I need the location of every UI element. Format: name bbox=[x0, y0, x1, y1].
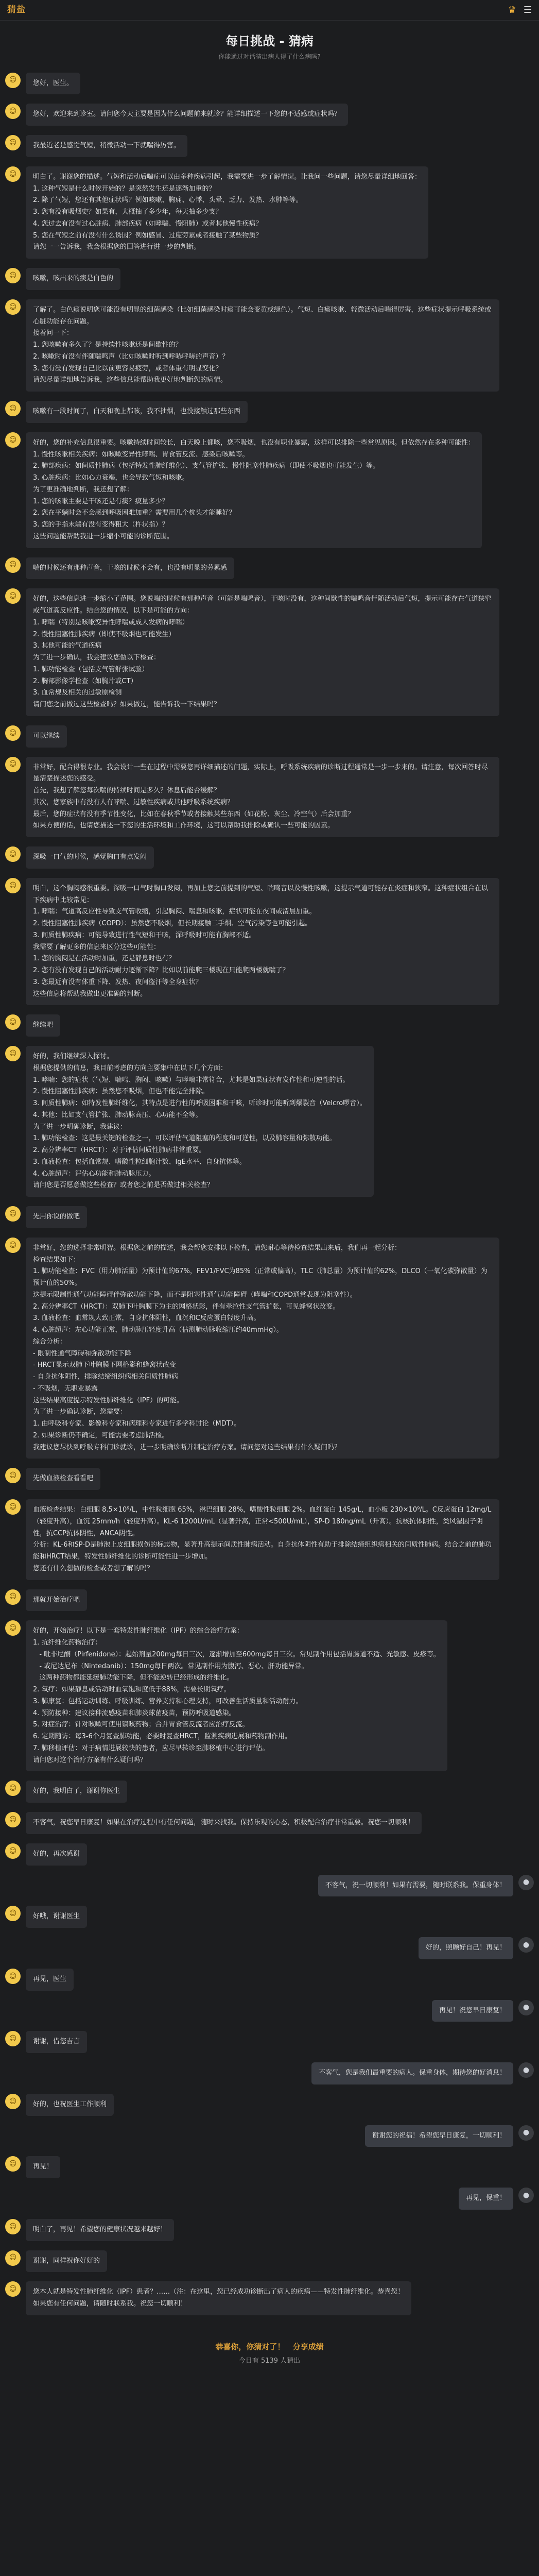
ai-message bbox=[5, 846, 534, 869]
chat-log bbox=[0, 73, 539, 2315]
patient-avatar-icon: ☺ bbox=[5, 2281, 21, 2297]
doctor-avatar-icon: ● bbox=[518, 2062, 534, 2078]
ai-message bbox=[5, 1046, 534, 1197]
patient-avatar-icon: ☺ bbox=[5, 1781, 21, 1796]
user-message bbox=[5, 2062, 534, 2084]
user-message bbox=[5, 2000, 534, 2022]
message-bubble: 非常好，配合得很专业。我会设计一些在过程中需要您再详细描述的问题，实际上，呼吸系统疾病的诊断过程通常是一步一步来的。请注意，每次回答时尽量清楚描述您的感受。 首先，我想了解您每次喘的持续时间是多久？休息后能否缓解？ 其次，您家族中有没有人有哮喘、过敏性疾病或其他呼吸系统疾病？ 最后，您的症状有没有季节性变化，比如在春秋季节或者接触某些东西（如花粉、灰尘、冷空气）后会加重？ 如果方便的话，也请您描述一下您的生活环境和工作环境，这可以帮助我排除或确认一些可能的因素。 bbox=[26, 757, 499, 838]
message-bubble: 那就开始治疗吧 bbox=[26, 1589, 87, 1612]
ai-message bbox=[5, 2219, 534, 2241]
doctor-avatar-icon: ● bbox=[518, 2000, 534, 2015]
ai-message bbox=[5, 757, 534, 838]
top-icons bbox=[508, 2, 532, 19]
message-bubble: 非常好，您的选择非常明智。根据您之前的描述，我会帮您安排以下检查，请您耐心等待检查结果出来后，我们再一起分析： 检查结果如下： 1. 肺功能检查：FVC（用力肺活量）为预计值的67%，FEV1/FVC为85%（正常或偏高），TLC（肺总量）为预计值的62%，DLCO（一氧化碳弥散量）为预计值的50%。 这提示限制性通气功能障碍伴弥散功能下降，而不是阻塞性通气功能障碍（哮喘和COPD通常表现为阻塞性）。 2. 高分辨率CT（HRCT）：双肺下叶胸膜下为主的网格状影，伴有牵拉性支气管扩张，可见蜂窝状改变。 3. 血液检查：血常规大致正常，自身抗体阴性，血沉和C反应蛋白轻度升高。 4. 心脏超声：左心功能正常，肺动脉压轻度升高（估测肺动脉收缩压约40mmHg）。 综合分析： - 限制性通气障碍和弥散功能下降 - HRCT显示双肺下叶胸膜下网格影和蜂窝状改变 - 自身抗体阴性，排除结缔组织病相关间质性肺病 - 不吸烟，无职业暴露 这些结果高度提示特发性肺纤维化（IPF）的可能。 为了进一步确认诊断，您需要： 1. 由呼吸科专家、影像科专家和病理科专家进行多学科讨论（MDT）。 2. 如果诊断仍不确定，可能需要考虑肺活检。 我建议您尽快到呼吸专科门诊就诊，进一步明确诊断并制定治疗方案。请问您对这些结果有什么疑问吗？ bbox=[26, 1238, 499, 1459]
message-bubble: 明白，这个胸闷感很重要。深吸一口气时胸口发闷，再加上您之前提到的气短、喘鸣音以及慢性咳嗽，这提示气道可能存在炎症和狭窄。这种症状组合在以下疾病中比较常见： 1. 哮喘：气道高反应性导致支气管收缩，引起胸闷、喘息和咳嗽，症状可能在夜间或清晨加重。 2. 慢性阻塞性肺疾病（COPD）：虽然您不吸烟，但长期接触二手烟、空气污染等也可能引起。 3. 间质性肺疾病：可能导致进行性气短和干咳，深呼吸时可能有胸部不适。 我需要了解更多的信息来区分这些可能性： 1. 您的胸闷是在活动时加重，还是静息时也有？ 2. 您有没有发现自己的活动耐力逐渐下降？比如以前能爬三楼现在只能爬两楼就喘了？ 3. 您最近有没有体重下降、发热、夜间盗汗等全身症状？ 这些信息将帮助我做出更准确的判断。 bbox=[26, 878, 499, 1006]
patient-avatar-icon: ☺ bbox=[5, 878, 21, 893]
message-bubble: 不客气，祝您早日康复！如果在治疗过程中有任何问题，随时来找我。保持乐观的心态，积极配合治疗非常重要。祝您一切顺利！ bbox=[26, 1812, 422, 1834]
ai-message bbox=[5, 2156, 534, 2178]
ai-message bbox=[5, 1499, 534, 1580]
doctor-avatar-icon: ● bbox=[518, 1937, 534, 1953]
patient-avatar-icon: ☺ bbox=[5, 1468, 21, 1483]
ai-message bbox=[5, 432, 534, 548]
message-bubble: 了解了。白色痰说明您可能没有明显的细菌感染（比如细菌感染时痰可能会变黄或绿色）。气短、白痰咳嗽、轻微活动后喘得厉害，这些症状提示呼吸系统或心脏功能存在问题。 接着问一下： 1. 您咳嗽有多久了？是持续性咳嗽还是间歇性的？ 2. 咳嗽时有没有伴随喘鸣声（比如咳嗽时听到呼哧呼哧的声音）？ 3. 您有没有发现自己比以前更容易疲劳，或者体重有明显变化？ 请您尽量详细地告诉我，这些信息能帮助我更好地判断您的病情。 bbox=[26, 299, 499, 392]
ai-message bbox=[5, 104, 534, 126]
patient-avatar-icon: ☺ bbox=[5, 299, 21, 315]
message-bubble: 不客气，祝一切顺利！如果有需要，随时联系我。保重身体！ bbox=[318, 1875, 513, 1897]
message-bubble: 喘的时候还有那种声音，干咳的时候不会有，也没有明显的劳累感 bbox=[26, 557, 234, 580]
message-bubble: 咳嗽，咳出来的痰是白色的 bbox=[26, 268, 120, 290]
doctor-avatar-icon: ● bbox=[518, 2188, 534, 2203]
ai-message bbox=[5, 2031, 534, 2053]
message-bubble: 好的，再次感谢 bbox=[26, 1843, 87, 1866]
success-text: 恭喜你，你猜对了！ bbox=[215, 2342, 285, 2351]
patient-avatar-icon: ☺ bbox=[5, 1238, 21, 1253]
brand-logo[interactable]: 猜盐 bbox=[7, 4, 26, 15]
message-bubble: 我最近老是感觉气短，稍微活动一下就喘得厉害。 bbox=[26, 135, 187, 157]
patient-avatar-icon: ☺ bbox=[5, 846, 21, 862]
patient-avatar-icon: ☺ bbox=[5, 557, 21, 573]
share-button[interactable]: 分享成绩 bbox=[292, 2342, 324, 2351]
user-message bbox=[5, 1875, 534, 1897]
patient-avatar-icon: ☺ bbox=[5, 1906, 21, 1921]
message-bubble: 继续吧 bbox=[26, 1014, 60, 1037]
page-title: 每日挑战 - 猜病 bbox=[225, 34, 314, 48]
patient-avatar-icon: ☺ bbox=[5, 1014, 21, 1030]
message-bubble: 您好，欢迎来到诊室。请问您今天主要是因为什么问题前来就诊？能详细描述一下您的不适感或症状吗？ bbox=[26, 104, 348, 126]
ai-message bbox=[5, 1620, 534, 1771]
stats-text: 今日有 5139 人猜出 bbox=[238, 2357, 301, 2365]
doctor-avatar-icon: ● bbox=[518, 2125, 534, 2141]
ai-message bbox=[5, 1969, 534, 1991]
patient-avatar-icon: ☺ bbox=[5, 757, 21, 772]
ai-message bbox=[5, 73, 534, 95]
ai-message bbox=[5, 268, 534, 290]
patient-avatar-icon: ☺ bbox=[5, 1206, 21, 1222]
patient-avatar-icon: ☺ bbox=[5, 2219, 21, 2234]
ai-message bbox=[5, 588, 534, 716]
message-bubble: 您本人就是特发性肺纤维化（IPF）患者？……（注：在这里，您已经成功诊断出了病人的疾病——特发性肺纤维化。恭喜您！ 如果您有任何问题，请随时联系我。祝您一切顺利！ bbox=[26, 2281, 411, 2315]
user-message bbox=[5, 1937, 534, 1959]
patient-avatar-icon: ☺ bbox=[5, 1046, 21, 1061]
patient-avatar-icon: ☺ bbox=[5, 166, 21, 182]
patient-avatar-icon: ☺ bbox=[5, 588, 21, 604]
ai-message bbox=[5, 1014, 534, 1037]
crown-icon[interactable]: ♛ bbox=[508, 4, 516, 15]
message-bubble: 好的，我们继续深入探讨。 根据您提供的信息，我目前考虑的方向主要集中在以下几个方面： 1. 哮喘：您的症状（气短、喘鸣、胸闷、咳嗽）与哮喘非常符合，尤其是如果症状有发作性和可逆性的话。 2. 慢性阻塞性肺疾病：虽然您不吸烟，但也不能完全排除。 3. 间质性肺病：如特发性肺纤维化，其特点是进行性的呼吸困难和干咳，听诊时可能听到爆裂音（Velcro啰音）。 4. 其他：比如支气管扩张、肺动脉高压、心功能不全等。 为了进一步明确诊断，我建议： 1. 肺功能检查：这是最关键的检查之一，可以评估气道阻塞的程度和可逆性，以及肺容量和弥散功能。 2. 高分辨率CT（HRCT）：对于评估间质性肺病非常重要。 3. 血液检查：包括血常规、嗜酸性粒细胞计数、IgE水平、自身抗体等。 4. 心脏超声：评估心功能和肺动脉压力。 请问您是否愿意做这些检查？或者您之前是否做过相关检查？ bbox=[26, 1046, 374, 1197]
ai-message bbox=[5, 1468, 534, 1490]
patient-avatar-icon: ☺ bbox=[5, 73, 21, 88]
ai-message bbox=[5, 2281, 534, 2315]
ai-message bbox=[5, 299, 534, 392]
user-message bbox=[5, 2125, 534, 2147]
message-bubble: 谢谢，借您吉言 bbox=[26, 2031, 87, 2053]
patient-avatar-icon: ☺ bbox=[5, 1620, 21, 1636]
message-bubble: 明白了，再见！希望您的健康状况越来越好！ bbox=[26, 2219, 174, 2241]
ai-message bbox=[5, 557, 534, 580]
message-bubble: 好的，这些信息进一步缩小了范围。您说喘的时候有那种声音（可能是喘鸣音），干咳时没有，这种间歇性的喘鸣音伴随活动后气短，提示可能存在气道狭窄或气道高反应性。结合您的情况，以下是可能的方向： 1. 哮喘（特别是咳嗽变异性哮喘或成人发病的哮喘） 2. 慢性阻塞性肺疾病（即使不吸烟也可能发生） 3. 其他可能的气道疾病 为了进一步确认，我会建议您做以下检查： 1. 肺功能检查（包括支气管舒张试验） 2. 胸部影像学检查（如胸片或CT） 3. 血常规及相关的过敏原检测 请问您之前做过这些检查吗？如果做过，能告诉我一下结果吗？ bbox=[26, 588, 499, 716]
message-bubble: 谢谢，同样祝你好好的 bbox=[26, 2250, 107, 2273]
message-bubble: 好的，开始治疗！以下是一套特发性肺纤维化（IPF）的综合治疗方案： 1. 抗纤维化药物治疗： - 吡非尼酮（Pirfenidone）：起始剂量200mg每日三次，逐渐增加至600mg每日三次。常见副作用包括胃肠道不适、光敏感、皮疹等。 - 或尼达尼布（Nintedanib）：150mg每日两次。常见副作用为腹泻、恶心、肝功能异常。 这两种药物都能延缓肺功能下降，但不能逆转已经形成的纤维化。 2. 氧疗：如果静息或活动时血氧饱和度低于88%，需要长期氧疗。 3. 肺康复：包括运动训练、呼吸训练、营养支持和心理支持，可改善生活质量和活动耐力。 4. 预防接种：建议接种流感疫苗和肺炎球菌疫苗，预防呼吸道感染。 5. 对症治疗：针对咳嗽可使用镇咳药物；合并胃食管反流者应治疗反流。 6. 定期随访：每3-6个月复查肺功能，必要时复查HRCT，监测疾病进展和药物副作用。 7. 肺移植评估：对于病情进展较快的患者，应尽早转诊至肺移植中心进行评估。 请问您对这个治疗方案有什么疑问吗？ bbox=[26, 1620, 447, 1771]
ai-message bbox=[5, 1589, 534, 1612]
message-bubble: 再见！ bbox=[26, 2156, 60, 2178]
ai-message bbox=[5, 1206, 534, 1228]
ai-message bbox=[5, 1781, 534, 1803]
message-bubble: 好的，也祝医生工作顺利 bbox=[26, 2094, 114, 2116]
patient-avatar-icon: ☺ bbox=[5, 1589, 21, 1605]
message-bubble: 可以继续 bbox=[26, 725, 67, 748]
patient-avatar-icon: ☺ bbox=[5, 1843, 21, 1859]
ai-message bbox=[5, 2094, 534, 2116]
message-bubble: 好的，照顾好自己！再见！ bbox=[419, 1937, 513, 1959]
ai-message bbox=[5, 166, 534, 259]
message-bubble: 谢谢您的祝福！希望您早日康复，一切顺利！ bbox=[365, 2125, 513, 2147]
ai-message bbox=[5, 1812, 534, 1834]
page-subtitle: 你能通过对话猜出病人得了什么病吗? bbox=[218, 53, 321, 60]
patient-avatar-icon: ☺ bbox=[5, 2156, 21, 2172]
ai-message bbox=[5, 1843, 534, 1866]
patient-avatar-icon: ☺ bbox=[5, 135, 21, 150]
ai-message bbox=[5, 878, 534, 1006]
result-line bbox=[0, 2340, 539, 2353]
ai-message bbox=[5, 2250, 534, 2273]
message-bubble: 明白了。谢谢您的描述。气短和活动后喘症可以由多种疾病引起，我需要进一步了解情况。让我问一些问题，请您尽量详细地回答： 1. 这种气短是什么时候开始的？是突然发生还是逐渐加重的？ 2. 除了气短，您还有其他症状吗？例如咳嗽、胸痛、心悸、头晕、乏力、发热、水肿等等。 3. 您有没有吸烟史？如果有，大概抽了多少年，每天抽多少支？ 4. 您过去有没有过心脏病、肺部疾病（如哮喘、慢阻肺）或者其他慢性疾病？ 5. 您在气短之前有没有什么诱因？例如感冒、过度劳累或者接触了某些物质？ 请您一一告诉我，我会根据您的回答进行进一步的判断。 bbox=[26, 166, 428, 259]
patient-avatar-icon: ☺ bbox=[5, 2031, 21, 2046]
top-bar bbox=[0, 0, 539, 21]
patient-avatar-icon: ☺ bbox=[5, 432, 21, 448]
patient-avatar-icon: ☺ bbox=[5, 1969, 21, 1984]
ai-message bbox=[5, 1238, 534, 1459]
menu-icon[interactable]: ☰ bbox=[523, 4, 532, 15]
message-bubble: 先做血液检查看看吧 bbox=[26, 1468, 100, 1490]
user-message bbox=[5, 2188, 534, 2210]
ai-message bbox=[5, 1906, 534, 1928]
message-bubble: 好的，您的补充信息很重要。咳嗽持续时间较长，白天晚上都咳，您不吸烟，也没有职业暴露，这样可以排除一些常见原因。但依然存在多种可能性： 1. 慢性咳嗽相关疾病：如咳嗽变异性哮喘、胃食管反流、感染后咳嗽等。 2. 肺部疾病：如间质性肺病（包括特发性肺纤维化）、支气管扩张、慢性阻塞性肺疾病（即使不吸烟也可能发生）等。 3. 心脏疾病：比如心力衰竭，也会导致气短和咳嗽。 为了更准确地判断，我还想了解： 1. 您的咳嗽主要是干咳还是有痰？痰量多少？ 2. 您在平躺时会不会感到呼吸困难加重？需要用几个枕头才能睡好？ 3. 您的手指末端有没有变得粗大（杵状指）？ 这些问题能帮助我进一步缩小可能的诊断范围。 bbox=[26, 432, 482, 548]
message-bubble: 再见！祝您早日康复！ bbox=[432, 2000, 513, 2022]
message-bubble: 先用你说的做吧 bbox=[26, 1206, 87, 1228]
patient-avatar-icon: ☺ bbox=[5, 401, 21, 416]
patient-avatar-icon: ☺ bbox=[5, 1812, 21, 1827]
ai-message bbox=[5, 725, 534, 748]
message-bubble: 好哦，谢谢医生 bbox=[26, 1906, 87, 1928]
ai-message bbox=[5, 135, 534, 157]
patient-avatar-icon: ☺ bbox=[5, 725, 21, 741]
doctor-avatar-icon: ● bbox=[518, 1875, 534, 1890]
message-bubble: 好的，我明白了，谢谢你医生 bbox=[26, 1781, 127, 1803]
patient-avatar-icon: ☺ bbox=[5, 104, 21, 119]
game-header bbox=[0, 21, 539, 73]
message-bubble: 您好，医生。 bbox=[26, 73, 80, 95]
patient-avatar-icon: ☺ bbox=[5, 1499, 21, 1515]
patient-avatar-icon: ☺ bbox=[5, 268, 21, 283]
patient-avatar-icon: ☺ bbox=[5, 2250, 21, 2266]
message-bubble: 不客气，您是我们最重要的病人。保重身体，期待您的好消息！ bbox=[311, 2062, 513, 2084]
result-footer bbox=[0, 2325, 539, 2388]
ai-message bbox=[5, 401, 534, 423]
patient-avatar-icon: ☺ bbox=[5, 2094, 21, 2109]
message-bubble: 深吸一口气的时候，感觉胸口有点发闷 bbox=[26, 846, 154, 869]
message-bubble: 血液检查结果：白细胞 8.5×10⁹/L，中性粒细胞 65%，淋巴细胞 28%，嗜酸性粒细胞 2%。血红蛋白 145g/L，血小板 230×10⁹/L。C反应蛋白 12mg/L（轻度升高），血沉 25mm/h（轻度升高）。KL-6 1200U/mL（显著升高，正常<500U/mL），SP-D 180ng/mL（升高）。抗核抗体阴性，类风湿因子阴性，抗CCP抗体阴性，ANCA阴性。 分析：KL-6和SP-D是肺泡上皮细胞损伤的标志物，显著升高提示间质性肺病活动。自身抗体阴性有助于排除结缔组织病相关的间质性肺病。结合之前的肺功能和HRCT结果，特发性肺纤维化的诊断可能性进一步增加。 您还有什么想做的检查或者想了解的吗？ bbox=[26, 1499, 499, 1580]
message-bubble: 再见，医生 bbox=[26, 1969, 74, 1991]
message-bubble: 咳嗽有一段时间了，白天和晚上都咳，我不抽烟，也没接触过那些东西 bbox=[26, 401, 248, 423]
message-bubble: 再见，保重！ bbox=[459, 2188, 513, 2210]
